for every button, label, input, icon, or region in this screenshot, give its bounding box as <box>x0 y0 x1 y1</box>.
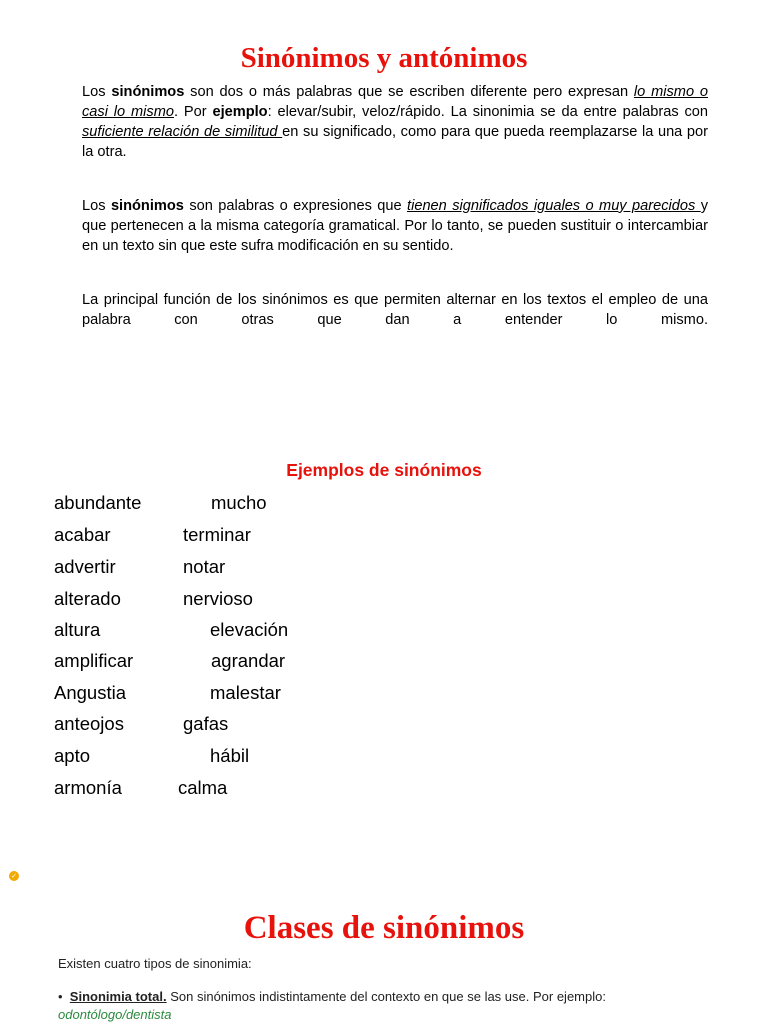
paragraph-definition-2: Los sinónimos son palabras o expresiones que tienen significados iguales o muy parecidos y que pertenecen a la misma categoría gramatical. Por lo tanto, se pueden sustituir o intercambiar en un texto sin que este sufra modificación en su sentido. <box>82 198 708 254</box>
synonym-pair <box>0 713 768 741</box>
synonym-pair <box>0 492 768 520</box>
term: Sinonimia total. <box>69 989 167 1004</box>
examples-heading: Ejemplos de sinónimos <box>286 460 482 480</box>
word: advertir <box>54 556 116 577</box>
example: odontólogo/dentista <box>58 1007 172 1022</box>
word: alterado <box>54 588 121 609</box>
check-badge-icon[interactable]: ✓ <box>9 871 19 881</box>
synonym: gafas <box>183 713 229 734</box>
bullet-mark: • <box>58 989 63 1004</box>
paragraph-function: La principal función de los sinónimos es que permiten alternar en los textos el empleo de una palabra con otras que dan a entender lo mismo. <box>82 292 708 328</box>
synonym-pair <box>0 524 768 552</box>
synonym-pair <box>0 650 768 678</box>
synonym-pair <box>0 619 768 647</box>
list-item: • Sinonimia total. Son sinónimos indistintamente del contexto en que se las use. Por ejemplo: odontólogo/dentista <box>58 989 606 1022</box>
word: apto <box>54 745 91 766</box>
word: acabar <box>54 524 111 545</box>
word: anteojos <box>54 713 124 734</box>
word: altura <box>54 619 101 640</box>
synonym-pair <box>0 777 768 805</box>
synonym-pair <box>0 682 768 710</box>
synonym: hábil <box>210 745 250 766</box>
synonym: nervioso <box>183 588 253 609</box>
synonym: elevación <box>210 619 289 640</box>
synonym: agrandar <box>211 650 286 671</box>
synonym-pair <box>0 588 768 616</box>
word: armonía <box>54 777 122 798</box>
clases-intro: Existen cuatro tipos de sinonimia: <box>58 956 252 971</box>
synonym: calma <box>178 777 228 798</box>
synonym-pair <box>0 745 768 773</box>
paragraph-definition-1: Los sinónimos son dos o más palabras que se escriben diferente pero expresan lo mismo o casi lo mismo. Por ejemplo: elevar/subir, veloz/rápido. La sinonimia se da entre palabras con suficiente relación de similitud en su significado, como para que pueda reemplazarse la una por la otra. <box>82 84 709 160</box>
synonym: terminar <box>183 524 251 545</box>
page-title: Sinónimos y antónimos <box>240 42 528 74</box>
synonym: notar <box>183 556 226 577</box>
word: abundante <box>54 492 142 513</box>
word: amplificar <box>54 650 134 671</box>
synonym-pair <box>0 556 768 584</box>
word: Angustia <box>54 682 126 703</box>
clases-heading: Clases de sinónimos <box>243 910 525 946</box>
synonym: mucho <box>211 492 267 513</box>
synonym: malestar <box>210 682 281 703</box>
